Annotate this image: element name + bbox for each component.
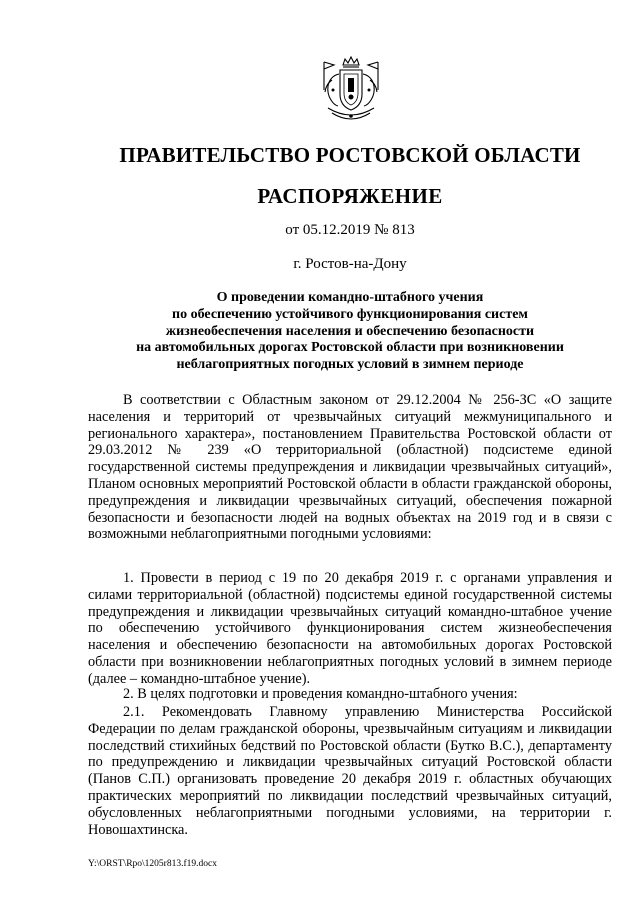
item-2-1-text: 2.1. Рекомендовать Главному управлению Министерства Российской Федерации по делам гражданской обороны, чрезвычайным ситуациям и ликвидации последствий стихийных бедствий по Ростовской области (Бутко В.С.), департаменту по предупреждению и ликвидации чрезвычайных ситуаций Ростовской области (Панов С.П.) организовать проведение 20 декабря 2019 г. областных обучающих практических мероприятий по ликвидации последствий чрезвычайных ситуаций, обусловленных неблагоприятными погодными условиями, на территории г. Новошахтинска. bbox=[88, 704, 612, 838]
subject-line: на автомобильных дорогах Ростовской области при возникновении bbox=[136, 340, 564, 356]
preamble-paragraph bbox=[88, 392, 612, 543]
coat-of-arms-icon bbox=[318, 56, 384, 126]
item-2-text: 2. В целях подготовки и проведения командно-штабного учения: bbox=[123, 686, 518, 702]
document-type-heading: РАСПОРЯЖЕНИЕ bbox=[257, 184, 443, 208]
date-and-number: от 05.12.2019 № 813 bbox=[285, 222, 415, 238]
document-subject bbox=[88, 290, 612, 374]
file-path-footer: Y:\ORST\Rpo\1205r813.f19.docx bbox=[88, 859, 217, 869]
item-1-paragraph bbox=[88, 570, 612, 688]
subject-line: жизнеобеспечения населения и обеспечению безопасности bbox=[165, 323, 535, 339]
government-title: ПРАВИТЕЛЬСТВО РОСТОВСКОЙ ОБЛАСТИ bbox=[119, 143, 581, 167]
item-2-1-paragraph bbox=[88, 704, 612, 838]
subject-line: по обеспечению устойчивого функционирования систем bbox=[172, 306, 528, 322]
city-line: г. Ростов-на-Дону bbox=[293, 256, 407, 272]
preamble-text: В соответствии с Областным законом от 29.12.2004 № 256-ЗС «О защите населения и территорий от чрезвычайных ситуаций межмуниципального и регионального характера», постановлением Правительства Ростовской области от 29.03.2012 № 239 «О территориальной (областной) подсистеме единой государственной системы предупреждения и ликвидации чрезвычайных ситуаций», Планом основных мероприятий Ростовской области в области гражданской обороны, предупреждения и ликвидации чрезвычайных ситуаций, обеспечения пожарной безопасности и безопасности людей на водных объектах на 2019 год и в связи с возможными неблагоприятными погодными условиями: bbox=[88, 392, 612, 543]
subject-line: О проведении командно-штабного учения bbox=[216, 290, 484, 305]
subject-line: неблагоприятных погодных условий в зимнем периоде bbox=[176, 357, 524, 373]
item-1-text: 1. Провести в период с 19 по 20 декабря 2019 г. с органами управления и силами территориальной (областной) подсистемы единой государственной системы предупреждения и ликвидации чрезвычайных ситуаций командно-штабное учение по обеспечению устойчивого функционирования систем жизнеобеспечения населения и обеспечению безопасности на автомобильных дорогах Ростовской области при возникновении неблагоприятных погодных условий в зимнем периоде (далее – командно-штабное учение). bbox=[88, 570, 612, 687]
item-2-paragraph bbox=[88, 686, 612, 703]
